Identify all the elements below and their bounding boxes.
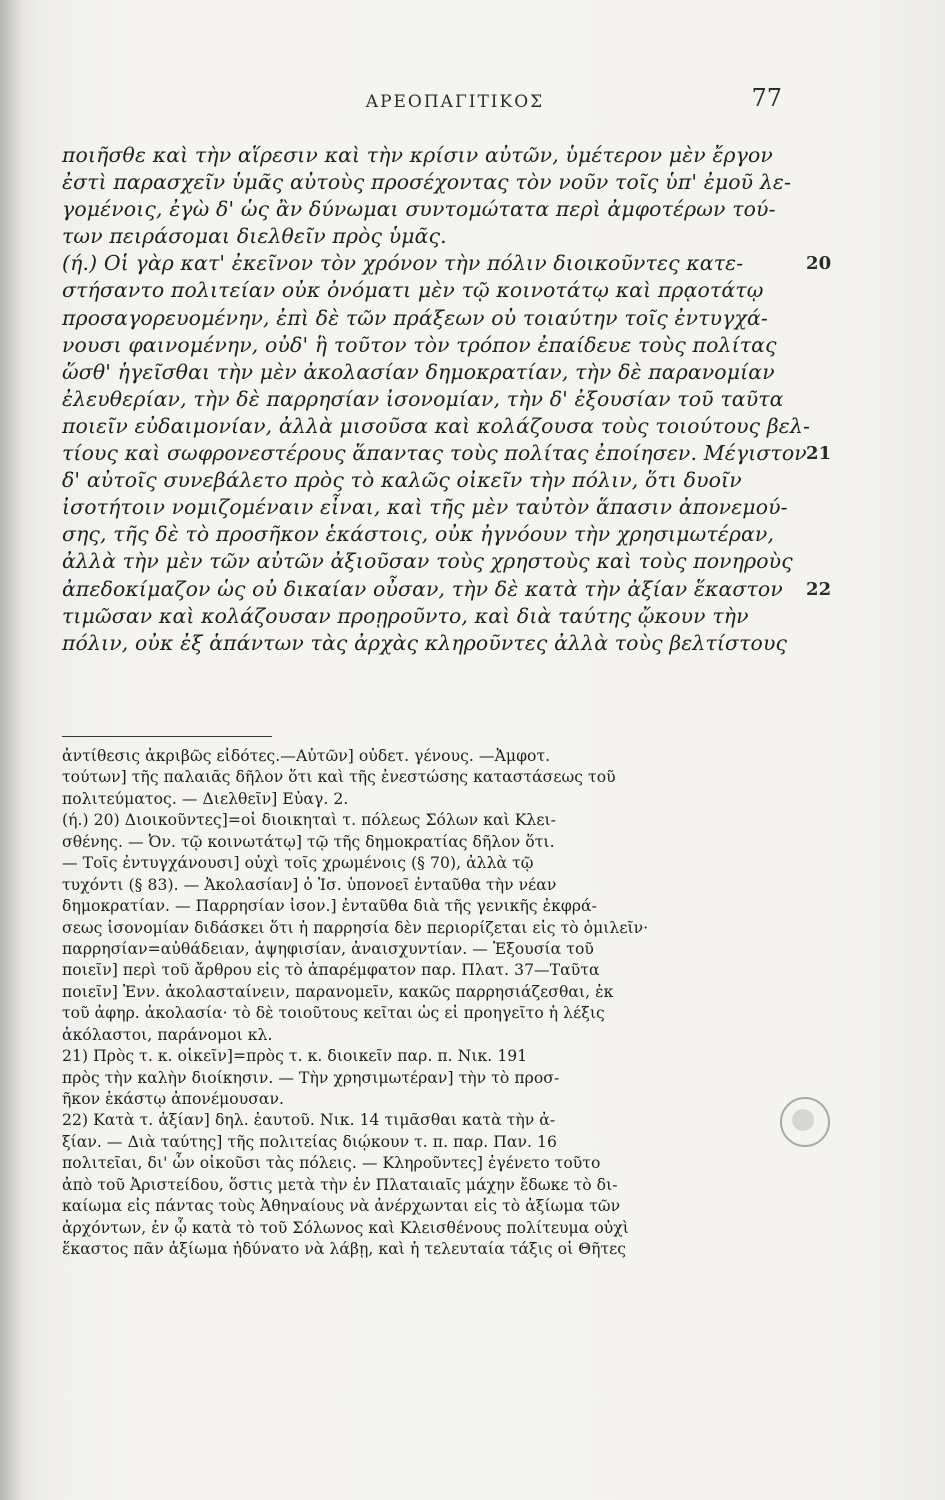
footnote-line: ἀντίθεσις ἀκριβῶς εἰδότες.—Αὐτῶν] οὐδετ. γένους. —Ἀμφοτ. (62, 747, 551, 765)
footnote-line: πρὸς τὴν καλὴν διοίκησιν. — Τὴν χρησιμωτέραν] τὴν τὸ προσ- (62, 1068, 560, 1087)
text-line: ὥσθ' ἡγεῖσθαι τὴν μὲν ἀκολασίαν δημοκρατίαν, τὴν δὲ παρανομίαν (62, 359, 775, 384)
page-header (60, 84, 850, 122)
footnote-line: σεως ἰσονομίαν διδάσκει ὅτι ἡ παρρησία δὲν περιορίζεται εἰς τὸ ὁμιλεῖν· (62, 918, 649, 937)
text-line: ἰσοτήτοιν νομιζομέναιν εἶναι, καὶ τῆς μὲν ταὐτὸν ἅπασιν ἀπονεμού- (62, 495, 788, 520)
footnote-line: τούτων] τῆς παλαιᾶς δῆλον ὅτι καὶ τῆς ἐνεστώσης καταστάσεως τοῦ (62, 768, 616, 787)
text-line: προσαγορευομένην, ἐπὶ δὲ τῶν πράξεων οὐ τοιαύτην τοῖς ἐντυγχά- (62, 305, 768, 330)
footnote-line: ἕκαστος πᾶν ἀξίωμα ἠδύνατο νὰ λάβῃ, καὶ ἡ τελευταία τάξις οἱ Θῆτες (62, 1240, 627, 1259)
footnote-line: καίωμα εἰς πάντας τοὺς Ἀθηναίους νὰ ἀνέρχωνται εἰς τὸ ἀξίωμα τῶν (62, 1197, 621, 1216)
running-title: ΑΡΕΟΠΑΓΙΤΙΚΟΣ (365, 92, 545, 112)
footnote-line: τυχόντι (§ 83). — Ἀκολασίαν] ὁ Ἰσ. ὑπονοεῖ ἐνταῦθα τὴν νέαν (62, 875, 557, 894)
text-line: των πειράσομαι διελθεῖν πρὸς ὑμᾶς. (62, 224, 447, 249)
footnote-line: ἀρχόντων, ἐν ᾧ κατὰ τὸ τοῦ Σόλωνος καὶ Κλεισθένους πολίτευμα οὐχὶ (62, 1218, 629, 1237)
text-line: ἀλλὰ τὴν μὲν τῶν αὐτῶν ἀξιοῦσαν τοὺς χρηστοὺς καὶ τοὺς πονηροὺς (62, 549, 793, 574)
text-line: ἀπεδοκίμαζον ὡς οὐ δικαίαν οὖσαν, τὴν δὲ κατὰ τὴν ἀξίαν ἕκαστον 22 (62, 576, 782, 603)
section-number: 20 (806, 253, 832, 275)
page-number: 77 (751, 84, 782, 112)
text-line: στήσαντο πολιτείαν οὐκ ὀνόματι μὲν τῷ κοινοτάτῳ καὶ πρᾳοτάτῳ (62, 278, 764, 303)
footnote-line: ποιεῖν] Ἐνν. ἀκολασταίνειν, παρανομεῖν, κακῶς παρρησιάζεσθαι, ἐκ (62, 982, 614, 1001)
text-line: γομένοις, ἐγὼ δ' ὡς ἂν δύνωμαι συντομώτατα περὶ ἀμφοτέρων τού- (62, 197, 776, 222)
text-line: ποιῆσθε καὶ τὴν αἵρεσιν καὶ τὴν κρίσιν αὐτῶν, ὑμέτερον μὲν ἔργον (62, 143, 773, 167)
footnote-line: 21) Πρὸς τ. κ. οἰκεῖν]=πρὸς τ. κ. διοικεῖν παρ. π. Νικ. 191 (62, 1047, 528, 1066)
section-number: 22 (806, 578, 832, 600)
footnote-line: 22) Κατὰ τ. ἀξίαν] δηλ. ἑαυτοῦ. Νικ. 14 τιμᾶσθαι κατὰ τὴν ἀ- (62, 1111, 556, 1130)
footnote-line: (ή.) 20) Διοικοῦντες]=οἱ διοικηταὶ τ. πόλεως Σόλων καὶ Κλει- (62, 811, 556, 830)
footnote-line: παρρησίαν=αὐθάδειαν, ἀψηφισίαν, ἀναισχυντίαν. — Ἐξουσία τοῦ (62, 939, 594, 958)
footnote-line: τοῦ ἀφηρ. ἀκολασία· τὸ δὲ τοιοῦτους κεῖται ὡς εἰ προηγεῖτο ἡ λέξις (62, 1004, 605, 1023)
section-number: 21 (806, 443, 832, 465)
footnote-line: ξίαν. — Διὰ ταύτης] τῆς πολιτείας διῴκουν τ. π. παρ. Παν. 16 (62, 1132, 557, 1151)
page-binding-shadow (0, 0, 22, 1500)
footnote-line: ποιεῖν] περὶ τοῦ ἄρθρου εἰς τὸ ἀπαρέμφατον παρ. Πλατ. 37—Ταῦτα (62, 961, 600, 980)
text-line: πόλιν, οὐκ ἐξ ἁπάντων τὰς ἀρχὰς κληροῦντες ἀλλὰ τοὺς βελτίστους (62, 630, 788, 655)
text-line: σης, τῆς δὲ τὸ προσῆκον ἑκάστοις, οὐκ ἠγνόουν τὴν χρησιμωτέραν, (62, 522, 775, 547)
footnote-line: ῆκον ἑκάστῳ ἀπονέμουσαν. (62, 1090, 285, 1108)
text-line: τίους καὶ σωφρονεστέρους ἅπαντας τοὺς πολίτας ἐποίησεν. Μέγιστον 21 (62, 440, 782, 467)
footnote-line: πολιτεύματος. — Διελθεῖν] Εὐαγ. 2. (62, 789, 349, 808)
text-line: ἐλευθερίαν, τὴν δὲ παρρησίαν ἰσονομίαν, τὴν δ' ἐξουσίαν τοῦ ταῦτα (62, 386, 784, 411)
text-line: δ' αὐτοῖς συνεβάλετο πρὸς τὸ καλῶς οἰκεῖν τὴν πόλιν, ὅτι δυοῖν (62, 468, 742, 493)
library-stamp (780, 1097, 830, 1147)
footnote-rule (62, 736, 272, 737)
text-line: τιμῶσαν καὶ κολάζουσαν προῃροῦντο, καὶ διὰ ταύτης ᾤκουν τὴν (62, 603, 749, 628)
footnote-line: ἀπὸ τοῦ Ἀριστείδου, ὅστις μετὰ τὴν ἐν Πλαταιαῖς μάχην ἔδωκε τὸ δι- (62, 1175, 618, 1194)
footnote-line: ἀκόλαστοι, παράνομοι κλ. (62, 1025, 273, 1044)
text-line: νουσι φαινομένην, οὐδ' ἣ τοῦτον τὸν τρόπον ἐπαίδευε τοὺς πολίτας (62, 332, 777, 357)
footnote-line: σθένης. — Ὀν. τῷ κοινωτάτῳ] τῷ τῆς δημοκρατίας δῆλον ὅτι. (62, 832, 555, 851)
footnote-line: — Τοῖς ἐντυγχάνουσι] οὐχὶ τοῖς χρωμένοις (§ 70), ἀλλὰ τῷ (62, 854, 534, 873)
text-line: ἐστὶ παρασχεῖν ὑμᾶς αὐτοὺς προσέχοντας τὸν νοῦν τοῖς ὑπ' ἐμοῦ λε- (62, 170, 792, 195)
main-text (62, 142, 832, 657)
footnotes (62, 746, 784, 1261)
text-line: ποιεῖν εὐδαιμονίαν, ἀλλὰ μισοῦσα καὶ κολάζουσα τοὺς τοιούτους βελ- (62, 413, 811, 438)
text-line: (ή.) Οἱ γὰρ κατ' ἐκεῖνον τὸν χρόνον τὴν πόλιν διοικοῦντες κατε- 20 (62, 250, 782, 277)
footnote-line: πολιτεῖαι, δι' ὧν οἰκοῦσι τὰς πόλεις. — Κληροῦντες] ἐγένετο τοῦτο (62, 1154, 601, 1173)
footnote-line: δημοκρατίαν. — Παρρησίαν ἰσον.] ἐνταῦθα διὰ τῆς γενικῆς ἐκφρά- (62, 897, 597, 916)
stamp-mark (792, 1109, 814, 1131)
